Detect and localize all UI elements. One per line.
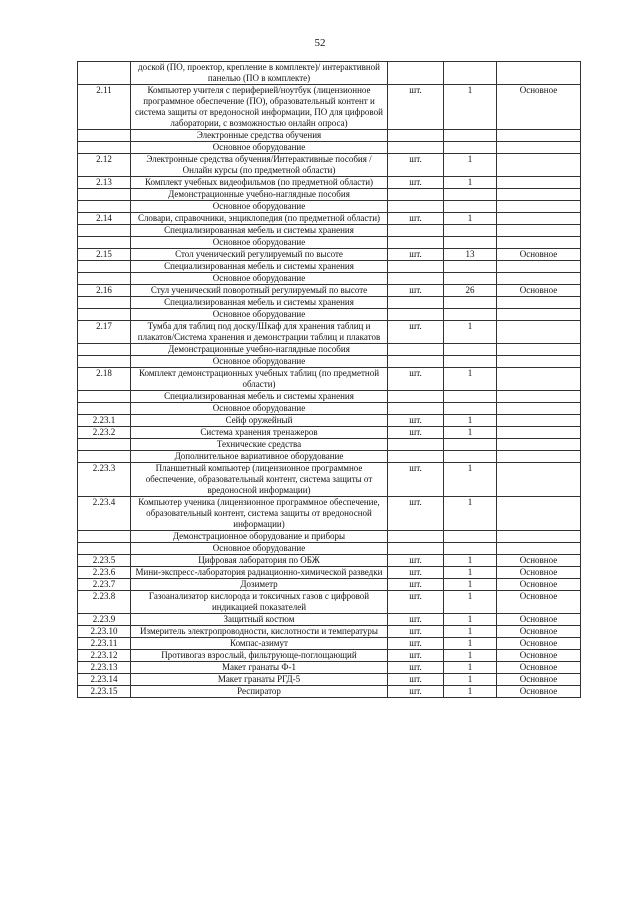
- section-empty-cell: [497, 261, 581, 273]
- table-row: [78, 415, 581, 427]
- section-title-cell: Демонстрационное оборудование и приборы: [131, 531, 388, 543]
- item-unit-cell: шт.: [388, 463, 444, 497]
- section-empty-cell: [497, 531, 581, 543]
- table-row: [78, 154, 581, 177]
- section-number-cell: [78, 273, 131, 285]
- table-row: [78, 249, 581, 261]
- item-name-cell: доской (ПО, проектор, крепление в комплекте)/ интерактивной панелью (ПО в комплекте): [131, 62, 388, 85]
- section-empty-cell: [388, 391, 444, 403]
- item-name-cell: Стол ученический регулируемый по высоте: [131, 249, 388, 261]
- item-unit-cell: шт.: [388, 177, 444, 189]
- section-title-cell: Основное оборудование: [131, 201, 388, 213]
- section-header-row: [78, 273, 581, 285]
- equipment-table-body: [78, 62, 581, 698]
- section-header-row: [78, 403, 581, 415]
- item-quantity-cell: 1: [444, 650, 497, 662]
- section-empty-cell: [444, 142, 497, 154]
- section-title-cell: Основное оборудование: [131, 356, 388, 368]
- section-empty-cell: [388, 309, 444, 321]
- section-empty-cell: [388, 225, 444, 237]
- section-empty-cell: [444, 344, 497, 356]
- item-unit-cell: шт.: [388, 321, 444, 344]
- section-empty-cell: [444, 297, 497, 309]
- section-empty-cell: [497, 309, 581, 321]
- item-number-cell: 2.23.8: [78, 591, 131, 614]
- item-number-cell: 2.17: [78, 321, 131, 344]
- item-name-cell: Газоанализатор кислорода и токсичных газов с цифровой индикацией показателей: [131, 591, 388, 614]
- item-type-cell: Основное: [497, 638, 581, 650]
- table-row: [78, 579, 581, 591]
- item-quantity-cell: 1: [444, 427, 497, 439]
- item-type-cell: Основное: [497, 555, 581, 567]
- section-empty-cell: [497, 344, 581, 356]
- item-type-cell: [497, 62, 581, 85]
- item-name-cell: Планшетный компьютер (лицензионное программное обеспечение, образовательный контент, система защиты от вредоносной информации): [131, 463, 388, 497]
- item-number-cell: 2.18: [78, 368, 131, 391]
- item-type-cell: Основное: [497, 249, 581, 261]
- section-header-row: [78, 344, 581, 356]
- section-title-cell: Специализированная мебель и системы хранения: [131, 225, 388, 237]
- section-number-cell: [78, 531, 131, 543]
- item-quantity-cell: 1: [444, 85, 497, 130]
- item-quantity-cell: 26: [444, 285, 497, 297]
- section-empty-cell: [497, 439, 581, 451]
- item-quantity-cell: 1: [444, 591, 497, 614]
- item-number-cell: 2.23.3: [78, 463, 131, 497]
- item-name-cell: Сейф оружейный: [131, 415, 388, 427]
- item-type-cell: [497, 321, 581, 344]
- section-empty-cell: [497, 201, 581, 213]
- section-title-cell: Электронные средства обучения: [131, 130, 388, 142]
- item-unit-cell: шт.: [388, 650, 444, 662]
- item-type-cell: Основное: [497, 591, 581, 614]
- section-header-row: [78, 237, 581, 249]
- item-number-cell: 2.23.7: [78, 579, 131, 591]
- item-quantity-cell: 1: [444, 177, 497, 189]
- item-number-cell: 2.23.9: [78, 614, 131, 626]
- item-type-cell: Основное: [497, 85, 581, 130]
- item-quantity-cell: 1: [444, 662, 497, 674]
- item-name-cell: Респиратор: [131, 686, 388, 698]
- section-number-cell: [78, 391, 131, 403]
- item-type-cell: [497, 213, 581, 225]
- section-header-row: [78, 356, 581, 368]
- section-empty-cell: [388, 273, 444, 285]
- section-header-row: [78, 391, 581, 403]
- section-empty-cell: [444, 261, 497, 273]
- table-row: [78, 497, 581, 531]
- item-name-cell: Измеритель электропроводности, кислотности и температуры: [131, 626, 388, 638]
- section-empty-cell: [497, 391, 581, 403]
- table-row: [78, 177, 581, 189]
- table-row: [78, 463, 581, 497]
- item-type-cell: [497, 415, 581, 427]
- section-number-cell: [78, 142, 131, 154]
- section-empty-cell: [388, 543, 444, 555]
- table-row: [78, 427, 581, 439]
- section-empty-cell: [388, 297, 444, 309]
- table-row: [78, 567, 581, 579]
- item-name-cell: Дозиметр: [131, 579, 388, 591]
- section-empty-cell: [497, 273, 581, 285]
- section-title-cell: Технические средства: [131, 439, 388, 451]
- item-unit-cell: шт.: [388, 85, 444, 130]
- item-quantity-cell: 1: [444, 579, 497, 591]
- section-empty-cell: [388, 142, 444, 154]
- item-number-cell: 2.12: [78, 154, 131, 177]
- item-name-cell: Защитный костюм: [131, 614, 388, 626]
- section-empty-cell: [388, 130, 444, 142]
- section-header-row: [78, 261, 581, 273]
- section-number-cell: [78, 403, 131, 415]
- item-quantity-cell: 1: [444, 497, 497, 531]
- equipment-table: [77, 61, 581, 698]
- item-unit-cell: шт.: [388, 555, 444, 567]
- section-empty-cell: [497, 451, 581, 463]
- section-number-cell: [78, 451, 131, 463]
- item-type-cell: Основное: [497, 674, 581, 686]
- item-name-cell: Компьютер ученика (лицензионное программное обеспечение, образовательный контент, система защиты от вредоносной информации): [131, 497, 388, 531]
- item-name-cell: Комплект демонстрационных учебных таблиц (по предметной области): [131, 368, 388, 391]
- item-quantity-cell: 1: [444, 321, 497, 344]
- page-number: 52: [314, 37, 326, 49]
- item-type-cell: Основное: [497, 662, 581, 674]
- section-header-row: [78, 201, 581, 213]
- section-number-cell: [78, 344, 131, 356]
- item-unit-cell: шт.: [388, 249, 444, 261]
- section-number-cell: [78, 543, 131, 555]
- item-type-cell: Основное: [497, 650, 581, 662]
- item-number-cell: 2.23.4: [78, 497, 131, 531]
- section-empty-cell: [388, 201, 444, 213]
- item-type-cell: Основное: [497, 626, 581, 638]
- section-empty-cell: [497, 356, 581, 368]
- table-row: [78, 614, 581, 626]
- item-name-cell: Противогаз взрослый, фильтрующе-поглощающий: [131, 650, 388, 662]
- section-number-cell: [78, 189, 131, 201]
- section-header-row: [78, 439, 581, 451]
- section-empty-cell: [444, 130, 497, 142]
- item-unit-cell: шт.: [388, 638, 444, 650]
- item-quantity-cell: 1: [444, 213, 497, 225]
- item-unit-cell: шт.: [388, 591, 444, 614]
- item-number-cell: 2.23.12: [78, 650, 131, 662]
- section-empty-cell: [388, 531, 444, 543]
- item-number-cell: 2.14: [78, 213, 131, 225]
- table-row: [78, 686, 581, 698]
- section-title-cell: Основное оборудование: [131, 237, 388, 249]
- item-quantity-cell: 1: [444, 415, 497, 427]
- item-number-cell: 2.23.15: [78, 686, 131, 698]
- item-name-cell: Компас-азимут: [131, 638, 388, 650]
- item-number-cell: 2.23.11: [78, 638, 131, 650]
- item-name-cell: Компьютер учителя с периферией/ноутбук (лицензионное программное обеспечение (ПО), образовательный контент и система защиты от вредоносной информации, ПО для цифровой лаборатории, с возможностью онлайн опроса): [131, 85, 388, 130]
- table-row: [78, 213, 581, 225]
- section-empty-cell: [444, 201, 497, 213]
- item-name-cell: Мини-экспресс-лаборатория радиационно-химической разведки: [131, 567, 388, 579]
- item-name-cell: Комплект учебных видеофильмов (по предметной области): [131, 177, 388, 189]
- section-empty-cell: [497, 189, 581, 201]
- item-type-cell: Основное: [497, 285, 581, 297]
- section-empty-cell: [388, 237, 444, 249]
- section-title-cell: Демонстрационные учебно-наглядные пособия: [131, 189, 388, 201]
- item-type-cell: Основное: [497, 579, 581, 591]
- section-number-cell: [78, 439, 131, 451]
- table-row: [78, 638, 581, 650]
- section-empty-cell: [497, 297, 581, 309]
- section-empty-cell: [388, 344, 444, 356]
- table-row: [78, 321, 581, 344]
- section-empty-cell: [388, 261, 444, 273]
- section-empty-cell: [444, 225, 497, 237]
- section-empty-cell: [444, 391, 497, 403]
- section-number-cell: [78, 309, 131, 321]
- section-title-cell: Основное оборудование: [131, 403, 388, 415]
- item-unit-cell: [388, 62, 444, 85]
- item-type-cell: Основное: [497, 686, 581, 698]
- section-title-cell: Демонстрационные учебно-наглядные пособия: [131, 344, 388, 356]
- item-number-cell: 2.16: [78, 285, 131, 297]
- section-number-cell: [78, 356, 131, 368]
- item-unit-cell: шт.: [388, 626, 444, 638]
- section-empty-cell: [444, 237, 497, 249]
- section-number-cell: [78, 201, 131, 213]
- table-row: [78, 368, 581, 391]
- section-title-cell: Основное оборудование: [131, 543, 388, 555]
- section-title-cell: Дополнительное вариативное оборудование: [131, 451, 388, 463]
- item-unit-cell: шт.: [388, 662, 444, 674]
- section-header-row: [78, 142, 581, 154]
- table-row: [78, 650, 581, 662]
- item-type-cell: [497, 463, 581, 497]
- section-empty-cell: [444, 273, 497, 285]
- item-quantity-cell: 1: [444, 686, 497, 698]
- section-header-row: [78, 297, 581, 309]
- section-header-row: [78, 531, 581, 543]
- section-number-cell: [78, 130, 131, 142]
- section-title-cell: Специализированная мебель и системы хранения: [131, 391, 388, 403]
- item-unit-cell: шт.: [388, 686, 444, 698]
- item-number-cell: 2.23.5: [78, 555, 131, 567]
- item-quantity-cell: 1: [444, 614, 497, 626]
- section-empty-cell: [444, 309, 497, 321]
- section-empty-cell: [497, 130, 581, 142]
- section-empty-cell: [388, 356, 444, 368]
- section-empty-cell: [388, 451, 444, 463]
- section-header-row: [78, 309, 581, 321]
- section-empty-cell: [444, 403, 497, 415]
- section-empty-cell: [388, 439, 444, 451]
- item-unit-cell: шт.: [388, 674, 444, 686]
- item-quantity-cell: 1: [444, 368, 497, 391]
- item-quantity-cell: 1: [444, 567, 497, 579]
- section-empty-cell: [497, 237, 581, 249]
- section-header-row: [78, 189, 581, 201]
- item-name-cell: Тумба для таблиц под доску/Шкаф для хранения таблиц и плакатов/Система хранения и демонстрации таблиц и плакатов: [131, 321, 388, 344]
- item-name-cell: Система хранения тренажеров: [131, 427, 388, 439]
- section-empty-cell: [444, 531, 497, 543]
- item-name-cell: Макет гранаты Ф-1: [131, 662, 388, 674]
- item-unit-cell: шт.: [388, 415, 444, 427]
- section-empty-cell: [497, 543, 581, 555]
- table-row: [78, 662, 581, 674]
- item-unit-cell: шт.: [388, 614, 444, 626]
- section-title-cell: Основное оборудование: [131, 309, 388, 321]
- item-number-cell: 2.23.10: [78, 626, 131, 638]
- table-row: [78, 674, 581, 686]
- item-number-cell: [78, 62, 131, 85]
- item-quantity-cell: 1: [444, 154, 497, 177]
- section-title-cell: Специализированная мебель и системы хранения: [131, 261, 388, 273]
- item-number-cell: 2.15: [78, 249, 131, 261]
- item-quantity-cell: 1: [444, 626, 497, 638]
- item-name-cell: Электронные средства обучения/Интерактивные пособия / Онлайн курсы (по предметной области): [131, 154, 388, 177]
- section-number-cell: [78, 297, 131, 309]
- section-empty-cell: [444, 356, 497, 368]
- section-number-cell: [78, 237, 131, 249]
- item-number-cell: 2.23.14: [78, 674, 131, 686]
- item-name-cell: Словари, справочники, энциклопедия (по предметной области): [131, 213, 388, 225]
- item-unit-cell: шт.: [388, 285, 444, 297]
- item-unit-cell: шт.: [388, 579, 444, 591]
- section-title-cell: Основное оборудование: [131, 142, 388, 154]
- section-title-cell: Специализированная мебель и системы хранения: [131, 297, 388, 309]
- item-quantity-cell: 1: [444, 674, 497, 686]
- item-number-cell: 2.23.1: [78, 415, 131, 427]
- section-number-cell: [78, 261, 131, 273]
- section-empty-cell: [444, 451, 497, 463]
- section-header-row: [78, 225, 581, 237]
- section-empty-cell: [497, 142, 581, 154]
- item-quantity-cell: [444, 62, 497, 85]
- item-unit-cell: шт.: [388, 427, 444, 439]
- section-header-row: [78, 543, 581, 555]
- item-type-cell: [497, 497, 581, 531]
- item-unit-cell: шт.: [388, 154, 444, 177]
- section-header-row: [78, 451, 581, 463]
- item-type-cell: Основное: [497, 614, 581, 626]
- item-number-cell: 2.11: [78, 85, 131, 130]
- section-empty-cell: [497, 403, 581, 415]
- item-type-cell: Основное: [497, 567, 581, 579]
- section-empty-cell: [444, 439, 497, 451]
- section-empty-cell: [388, 189, 444, 201]
- item-unit-cell: шт.: [388, 567, 444, 579]
- item-name-cell: Макет гранаты РГД-5: [131, 674, 388, 686]
- item-number-cell: 2.23.2: [78, 427, 131, 439]
- item-number-cell: 2.13: [78, 177, 131, 189]
- item-quantity-cell: 1: [444, 463, 497, 497]
- section-title-cell: Основное оборудование: [131, 273, 388, 285]
- item-quantity-cell: 1: [444, 638, 497, 650]
- table-row: [78, 591, 581, 614]
- item-type-cell: [497, 177, 581, 189]
- section-empty-cell: [444, 189, 497, 201]
- item-unit-cell: шт.: [388, 497, 444, 531]
- table-row: [78, 85, 581, 130]
- item-unit-cell: шт.: [388, 213, 444, 225]
- table-row: [78, 626, 581, 638]
- item-type-cell: [497, 154, 581, 177]
- section-number-cell: [78, 225, 131, 237]
- item-unit-cell: шт.: [388, 368, 444, 391]
- item-number-cell: 2.23.13: [78, 662, 131, 674]
- section-empty-cell: [444, 543, 497, 555]
- section-header-row: [78, 130, 581, 142]
- item-number-cell: 2.23.6: [78, 567, 131, 579]
- item-name-cell: Стул ученический поворотный регулируемый по высоте: [131, 285, 388, 297]
- table-row: [78, 285, 581, 297]
- item-type-cell: [497, 427, 581, 439]
- section-empty-cell: [497, 225, 581, 237]
- item-quantity-cell: 1: [444, 555, 497, 567]
- table-row: [78, 62, 581, 85]
- item-quantity-cell: 13: [444, 249, 497, 261]
- table-row: [78, 555, 581, 567]
- section-empty-cell: [388, 403, 444, 415]
- item-type-cell: [497, 368, 581, 391]
- item-name-cell: Цифровая лаборатория по ОБЖ: [131, 555, 388, 567]
